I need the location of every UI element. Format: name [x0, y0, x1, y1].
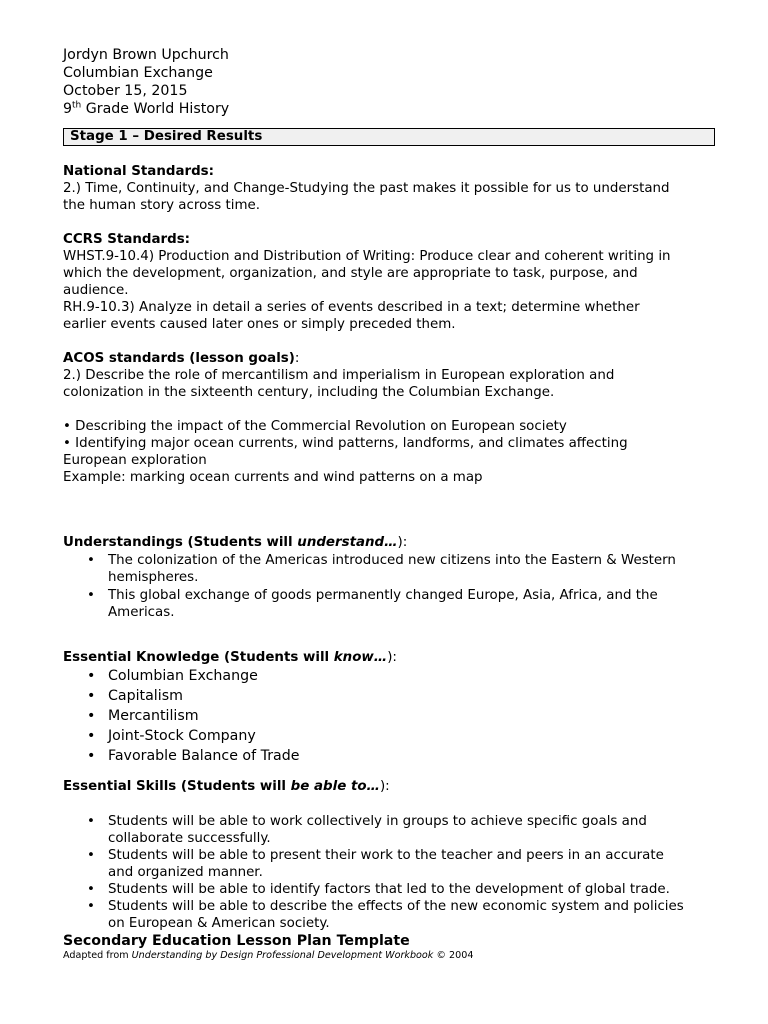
list-item — [63, 881, 713, 898]
knowledge-item: Joint-Stock Company — [108, 728, 256, 744]
understanding-text: Americas. — [108, 605, 175, 620]
footer-title: Secondary Education Lesson Plan Template — [63, 933, 410, 949]
acos-bullet-line: European exploration — [63, 453, 207, 468]
understandings-title-end: ): — [397, 535, 408, 550]
skill-text: Students will be able to work collectively in groups to achieve specific goals and — [108, 814, 647, 829]
bullet-icon: • — [87, 814, 95, 829]
knowledge-item: Columbian Exchange — [108, 668, 258, 684]
acos-standards-title — [63, 350, 713, 367]
bullet-icon: • — [87, 688, 96, 704]
knowledge-list — [63, 666, 713, 766]
list-item — [63, 552, 713, 586]
skills-list — [63, 813, 713, 932]
knowledge-item: Capitalism — [108, 688, 183, 704]
understandings-list — [63, 552, 713, 621]
acos-line: colonization in the sixteenth century, including the Columbian Exchange. — [63, 385, 555, 400]
bullet-icon: • — [87, 553, 95, 568]
lesson-topic: Columbian Exchange — [63, 65, 213, 81]
skill-text: and organized manner. — [108, 865, 263, 880]
ccrs-line: earlier events caused later ones or simply preceded them. — [63, 317, 456, 332]
footer-attribution — [63, 950, 713, 962]
knowledge-title-start: Essential Knowledge (Students will — [63, 650, 334, 665]
list-item — [63, 746, 713, 766]
understanding-text: This global exchange of goods permanently changed Europe, Asia, Africa, and the — [108, 588, 658, 603]
skill-text: Students will be able to present their work to the teacher and peers in an accurate — [108, 848, 664, 863]
grade-course — [63, 100, 713, 118]
skills-title-end: ): — [379, 779, 390, 794]
acos-example-line: Example: marking ocean currents and wind patterns on a map — [63, 470, 483, 485]
grade-ordinal: th — [72, 100, 82, 111]
national-standards-line: 2.) Time, Continuity, and Change-Studying the past makes it possible for us to understand — [63, 181, 670, 196]
skill-text: collaborate successfully. — [108, 831, 271, 846]
grade-number: 9 — [63, 101, 73, 117]
bullet-icon: • — [87, 748, 96, 764]
national-standards-line: the human story across time. — [63, 198, 260, 213]
knowledge-item: Mercantilism — [108, 708, 199, 724]
bullet-icon: • — [87, 728, 96, 744]
page-footer — [63, 933, 713, 962]
ccrs-line: which the development, organization, and style are appropriate to task, purpose, and — [63, 266, 638, 281]
national-standards-section — [63, 163, 713, 214]
national-standards-title: National Standards: — [63, 164, 215, 179]
list-item — [63, 666, 713, 686]
lesson-date: October 15, 2015 — [63, 83, 188, 99]
lesson-plan-page — [63, 46, 713, 962]
acos-bullet-line: • Identifying major ocean currents, wind patterns, landforms, and climates affecting — [63, 436, 628, 451]
skills-title-em: be able to… — [290, 779, 380, 794]
stage-1-heading: Stage 1 – Desired Results — [63, 128, 715, 146]
understandings-title — [63, 534, 713, 551]
acos-title-text: ACOS standards (lesson goals) — [63, 351, 295, 366]
ccrs-line: WHST.9-10.4) Production and Distribution of Writing: Produce clear and coherent writing in — [63, 249, 671, 264]
list-item — [63, 726, 713, 746]
list-item — [63, 813, 713, 847]
acos-standards-section — [63, 350, 713, 486]
knowledge-title-end: ): — [387, 650, 397, 665]
list-item — [63, 898, 713, 932]
skill-text: Students will be able to describe the effects of the new economic system and policies — [108, 899, 684, 914]
acos-line: 2.) Describe the role of mercantilism and imperialism in European exploration and — [63, 368, 615, 383]
understanding-text: hemispheres. — [108, 570, 199, 585]
bullet-icon: • — [87, 882, 95, 897]
list-item — [63, 706, 713, 726]
footer-sub-start: Adapted from — [63, 950, 132, 961]
list-item — [63, 686, 713, 706]
knowledge-section — [63, 649, 713, 766]
skill-text: Students will be able to identify factors that led to the development of global trade. — [108, 882, 670, 897]
ccrs-line: RH.9-10.3) Analyze in detail a series of events described in a text; determine whether — [63, 300, 640, 315]
footer-sub-em: Understanding by Design Professional Development Workbook — [131, 950, 434, 961]
knowledge-item: Favorable Balance of Trade — [108, 748, 300, 764]
ccrs-line: audience. — [63, 283, 129, 298]
bullet-icon: • — [87, 848, 95, 863]
skills-section — [63, 778, 713, 932]
knowledge-title — [63, 649, 713, 666]
understandings-title-em: understand… — [297, 535, 398, 550]
document-header — [63, 46, 713, 118]
list-item — [63, 847, 713, 881]
acos-title-colon: : — [294, 351, 300, 366]
knowledge-title-em: know… — [333, 650, 388, 665]
acos-bullet-line: • Describing the impact of the Commercial Revolution on European society — [63, 419, 567, 434]
bullet-icon: • — [87, 668, 96, 684]
skills-title — [63, 778, 713, 795]
footer-sub-end: © 2004 — [433, 950, 474, 961]
ccrs-standards-section — [63, 231, 713, 333]
course-name: Grade World History — [81, 101, 230, 117]
list-item — [63, 587, 713, 621]
understanding-text: The colonization of the Americas introduced new citizens into the Eastern & Western — [108, 553, 676, 568]
bullet-icon: • — [87, 588, 95, 603]
bullet-icon: • — [87, 899, 95, 914]
bullet-icon: • — [87, 708, 96, 724]
understandings-section — [63, 534, 713, 621]
skills-title-start: Essential Skills (Students will — [63, 779, 291, 794]
skill-text: on European & American society. — [108, 916, 330, 931]
ccrs-standards-title: CCRS Standards: — [63, 232, 191, 247]
understandings-title-start: Understandings (Students will — [63, 535, 298, 550]
author-name: Jordyn Brown Upchurch — [63, 47, 229, 63]
